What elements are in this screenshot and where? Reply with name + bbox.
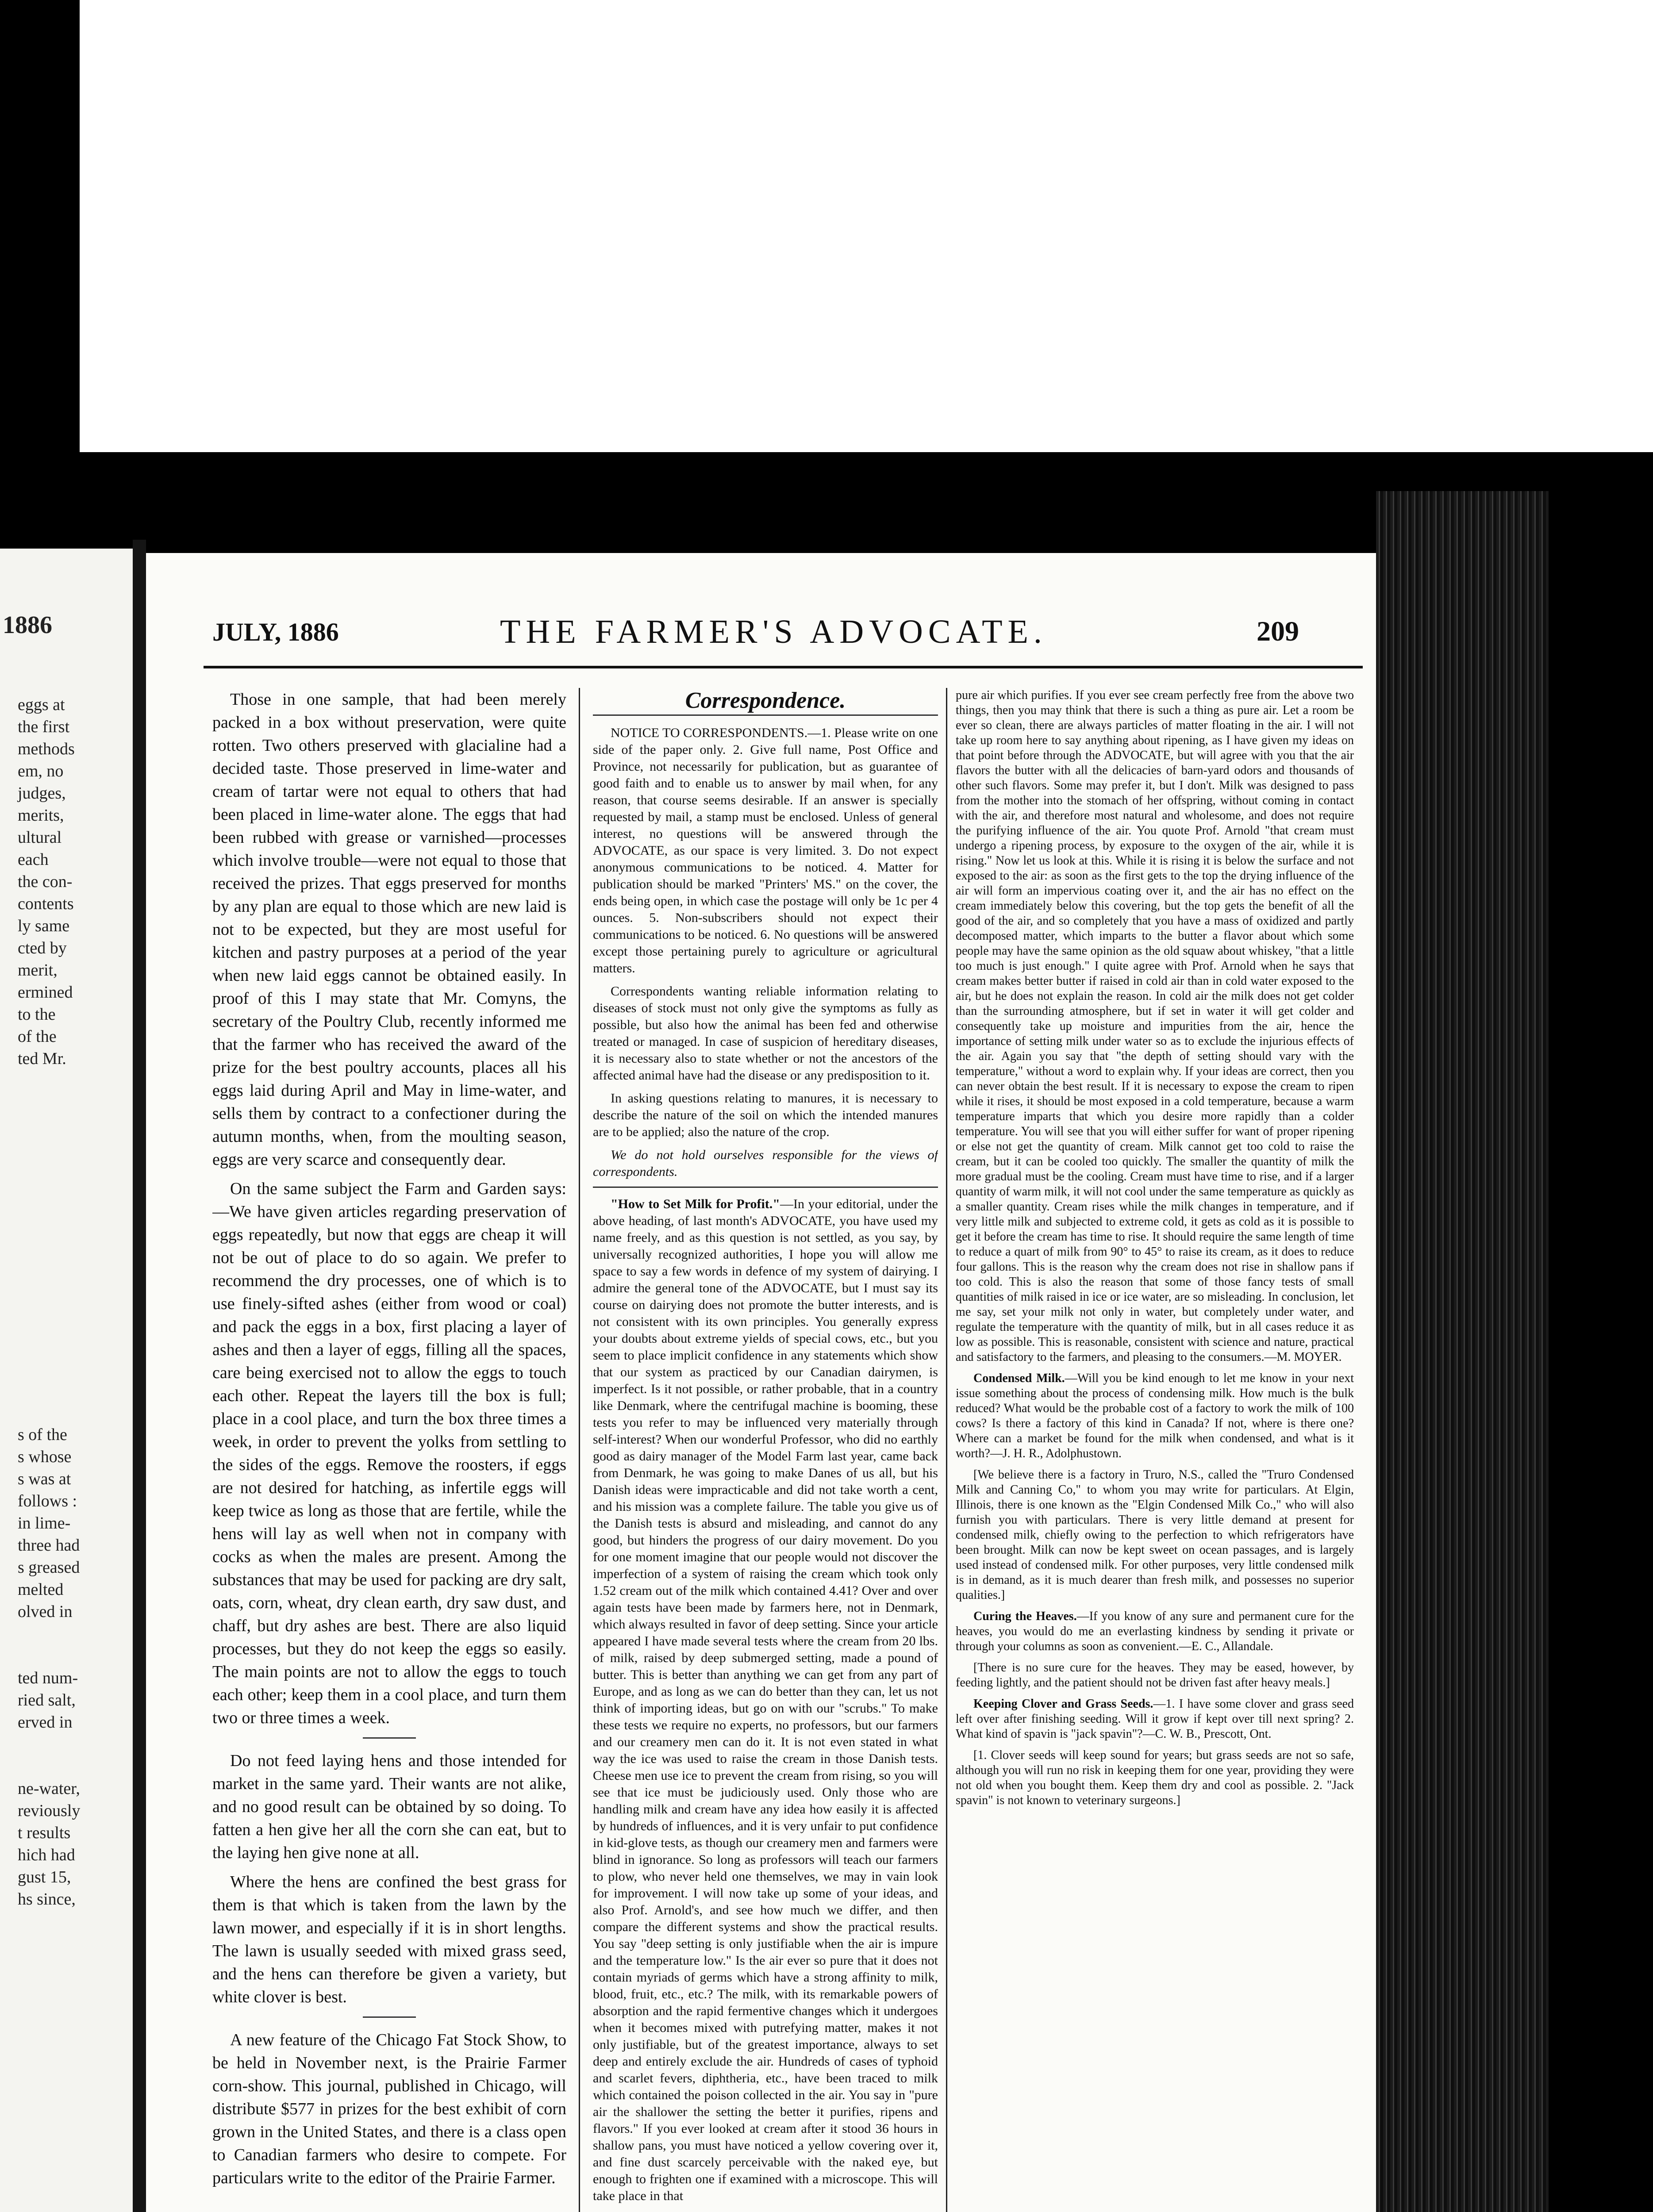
letter-condensed-milk xyxy=(956,1371,1354,1461)
left-page-fragment-line: merits, xyxy=(18,806,64,825)
letter-curing-heaves xyxy=(956,1609,1354,1654)
left-page-fragment-line: ted Mr. xyxy=(18,1049,66,1068)
publication-title: THE FARMER'S ADVOCATE. xyxy=(500,613,1047,650)
article-paragraph: On the same subject the Farm and Garden says:—We have given articles regarding preservation of eggs repeatedly, but now that eggs are cheap it will not be out of place to do so again. We prefer to recommend the dry processes, one of which is to use finely-sifted ashes (either from wood or coal) and pack the eggs in a box, first placing a layer of ashes and then a layer of eggs, filling all the spaces, care being exercised not to allow the eggs to touch each other. Repeat the layers till the box is full; place in a cool place, and turn the box three times a week, in order to prevent the yolks from settling to the sides of the eggs. Remove the roosters, if eggs are not desired for hatching, as infertile eggs will keep twice as long as those that are fertile, while the hens will lay as well when not in company with cocks as when the males are present. Among the substances that may be used for packing are dry salt, oats, corn, wheat, dry clean earth, dry saw dust, and chaff, but dry ashes are best. There are also liquid processes, but they do not keep the eggs so easily. The main points are not to allow the eggs to touch each other; keep them in a cool place, and turn them two or three times a week. xyxy=(212,1179,566,1727)
left-page-fragment-line: methods xyxy=(18,740,75,758)
left-page-fragment-line: contents xyxy=(18,895,74,913)
left-page-fragment-line: ultural xyxy=(18,828,62,847)
letter-clover-seeds xyxy=(956,1697,1354,1742)
letter-title: "How to Set Milk for Profit." xyxy=(611,1197,780,1211)
issue-date: JULY, 1886 xyxy=(212,618,339,646)
left-page-fragment-line: three had xyxy=(18,1536,80,1555)
note-paragraph: Correspondents wanting reliable information relating to diseases of stock must not only give the symptoms as fully as possible, but also how the animal has been fed and otherwise treated or managed. In case of suspicion of hereditary diseases, it is necessary also to state whether or not the ancestors of the affected animal have had the disease or any predisposition to it. xyxy=(593,984,938,1083)
note-paragraph: In asking questions relating to manures, it is necessary to describe the nature of the soil on which the intended manures are to be applied; also the nature of the crop. xyxy=(593,1091,938,1139)
scan-top-rule xyxy=(80,452,1653,458)
left-page-fragment-line: s was at xyxy=(18,1470,71,1488)
editor-answer: [There is no sure cure for the heaves. They may be eased, however, by feeding lightly, and the patient should not be driven fast after heavy meals.] xyxy=(956,1661,1354,1690)
left-page-fragment-line: olved in xyxy=(18,1602,73,1621)
article-paragraph: Those in one sample, that had been merely packed in a box without preservation, were quite rotten. Two others preserved with glacialine had a decided taste. Those preserved in lime-water and cream of tartar were not equal to others that had been placed in lime-water alone. The eggs that had been rubbed with grease or varnished—processes which involve trouble—were not equal to those that received the prizes. That eggs preserved for months by any plan are equal to those which are new laid is not to be expected, but they are most useful for kitchen and pastry purposes at a period of the year when new laid eggs cannot be obtained easily. In proof of this I may state that Mr. Comyns, the secretary of the Poultry Club, recently informed me that the farmer who has received the award of the prize for the best poultry accounts, places all his eggs laid during April and May in lime-water, and sells them by contract to a confectioner during the autumn months, when, from the moulting season, eggs are very scarce and consequently dear. xyxy=(212,690,566,1169)
correspondence-heading: Correspondence. xyxy=(593,692,938,716)
left-page-fragment-line: ermined xyxy=(18,983,73,1002)
left-page-fragment-line: hich had xyxy=(18,1846,75,1864)
editor-answer: [1. Clover seeds will keep sound for years; but grass seeds are not so safe, although you will run no risk in keeping them for one year, providing they were not old when you bought them. Keep them dry and cool as possible. 2. "Jack spavin" is not known to veterinary surgeons.] xyxy=(956,1748,1354,1807)
page-number: 209 xyxy=(1257,615,1299,647)
left-page-year: 1886 xyxy=(3,611,52,639)
scan-background-top xyxy=(80,0,1653,456)
section-divider xyxy=(593,1187,938,1188)
left-page-fragment-line: eggs at xyxy=(18,695,65,714)
left-page-fragment-line: ried salt, xyxy=(18,1691,76,1709)
article-paragraph: A new feature of the Chicago Fat Stock Show, to be held in November next, is the Prairie Farmer corn-show. This journal, published in Chicago, will distribute $577 in prizes for the best exhibit of corn grown in the United States, and there is a class open to Canadian farmers who desire to compete. For particulars write to the editor of the Prairie Farmer. xyxy=(212,2031,566,2187)
column-rule xyxy=(579,688,580,2212)
left-page-fragment-line: follows : xyxy=(18,1492,77,1510)
disclaimer: We do not hold ourselves responsible for the views of correspondents. xyxy=(593,1148,938,1179)
left-page-fragment-line: s whose xyxy=(18,1448,72,1466)
left-page-fragment xyxy=(0,549,133,2212)
left-page-fragment-line: of the xyxy=(18,1027,57,1046)
section-divider xyxy=(363,2016,416,2018)
left-page-fragment-line: ne-water, xyxy=(18,1779,80,1798)
left-page-fragment-line: merit, xyxy=(18,961,58,979)
book-gutter xyxy=(133,540,146,2212)
notice-to-correspondents: NOTICE TO CORRESPONDENTS.—1. Please write on one side of the paper only. 2. Give full name, Post Office and Province, not necessarily for publication, but as guarantee of good faith and to enable us to answer by mail when, for any reason, that course seems desirable. If an answer is specially requested by mail, a stamp must be enclosed. Unless of general interest, no questions will be answered through the ADVOCATE, as our space is very limited. 3. Do not expect anonymous communications to be noticed. 4. Matter for publication should be marked "Printers' MS." on the cover, the ends being open, in which case the postage will only be 1c per 4 ounces. 5. Non-subscribers should not expect their communications to be noticed. 6. No questions will be answered except those pertaining purely to agriculture or agricultural matters. xyxy=(593,726,938,975)
left-page-fragment-line: gust 15, xyxy=(18,1868,71,1886)
left-page-fragment-line: erved in xyxy=(18,1713,73,1732)
left-page-fragment-line: to the xyxy=(18,1005,56,1024)
left-page-fragment-line: reviously xyxy=(18,1801,81,1820)
masthead xyxy=(146,611,1376,655)
left-page-fragment-line: judges, xyxy=(18,784,66,803)
article-paragraph: Where the hens are confined the best grass for them is that which is taken from the lawn by the lawn mower, and especially if it is in short lengths. The lawn is usually seeded with mixed grass seed, and the hens can therefore be given a variety, but white clover is best. xyxy=(212,1873,566,2006)
editor-answer: [We believe there is a factory in Truro, N.S., called the "Truro Condensed Milk and Canning Co," to whom you may write for particulars. At Elgin, Illinois, there is one known as the "Elgin Condensed Milk Co.," who will also furnish you with particulars. There is very little demand at present for condensed milk, chiefly owing to the perfection to which refrigerators have been brought. Milk can now be kept sweet on ocean passages, and is largely used instead of condensed milk. For other purposes, very little condensed milk is in demand, as it is much dearer than fresh milk, and possesses no superior qualities.] xyxy=(956,1468,1354,1602)
column-1 xyxy=(212,688,566,2196)
letter-how-to-set-milk xyxy=(593,1196,938,2204)
left-page-fragment-line: the con- xyxy=(18,872,73,891)
column-3 xyxy=(956,688,1354,1814)
newspaper-page xyxy=(146,553,1376,2212)
letter-body: —1. I have some clover and grass seed left over after finishing seeding. Will it grow if kept over till next spring? 2. What kind of spavin is "jack spavin"?—C. W. B., Prescott, Ont. xyxy=(956,1697,1354,1741)
letter-body: —In your editorial, under the above heading, of last month's ADVOCATE, you have used my name freely, and as this question is not settled, as you say, by universally recognized authorities, I hope you will allow me space to say a few words in defence of my system of dairying. I admire the general tone of the ADVOCATE, but I must say its course on dairying does not promote the butter interests, and is not consistent with its own principles. You generally express your doubts about extreme yields of special cows, etc., but you seem to place implicit confidence in any statements which show that our system as practiced by our Canadian dairymen, is imperfect. Is it not possible, or rather probable, that in a country like Denmark, where the centrifugal machine is booming, these tests you refer to may be influenced very materially through self-interest? When our wonderful Professor, who did no earthly good as dairy manager of the Model Farm last year, came back from Denmark, he was going to make Danes of us all, but his Danish ideas were impracticable and did not take worth a cent, and his mission was a complete failure. The table you give us of the Danish tests is absurd and misleading, and cannot do any good, but hinders the progress of our dairy movement. Do you for one moment imagine that our people would not discover the imperfection of a system of raising the cream which took only 1.52 cream out of the milk which contained 4.41? Over and over again tests have been made by farmers here, not in Denmark, which always resulted in favor of deep setting. Since your article appeared I have made several tests where the cream from 20 lbs. of milk, raised by deep submerged setting, made a pound of butter. This is better than anything we can get from any part of Europe, and as long as we can do better than they can, let us not think of importing ideas, but go on with our "scrubs." To make these tests we require no experts, no professors, but our farmers and our creamery men can do it. It is not even stated in what way the ice was used to raise the cream in those Danish tests. Cheese men use ice to prevent the cream from rising, so you will see that ice must be judiciously used. Only those who are handling milk and cream have any idea how easily it is affected by hundreds of influences, and it is very unfair to put confidence in kid-glove tests, as though our creamery men and farmers were blind in ignorance. So long as professors will teach our farmers to plow, who never held one themselves, we may in vain look for improvement. I will now take up some of your ideas, and also Prof. Arnold's, and see how much we differ, and then compare the different systems and show the practical results. You say "deep setting is only justifiable when the air is impure and the temperature low." Is the air ever so pure that it does not contain myriads of germs which have a strong affinity to milk, blood, fruit, etc., etc.? The milk, with its remarkable powers of absorption and the rapid fermentive changes which it undergoes when it becomes mixed with putrefying matter, makes it not only justifiable, but of the greatest importance, always to set deep and entirely exclude the air. Hundreds of cases of typhoid and scarlet fevers, diphtheria, etc., have been traced to milk which contained the poison collected in the air. You say in "pure air the shallower the setting the better it purifies, ripens and flavors." If you ever looked at cream after it stood 36 hours in shallow pans, you must have noticed a yellow covering over it, and fine dust scarcely perceivable with the naked eye, but enough to frighten one if examined with a microscope. This will take place in that xyxy=(593,1197,938,2203)
article-paragraph: Do not feed laying hens and those intended for market in the same yard. Their wants are not alike, and no good result can be obtained by so doing. To fatten a hen give her all the corn she can eat, but to the laying hen give none at all. xyxy=(212,1751,566,1862)
column-2 xyxy=(593,688,938,2211)
left-page-fragment-line: s greased xyxy=(18,1558,80,1577)
left-page-fragment-line: the first xyxy=(18,718,70,736)
left-page-fragment-line: in lime- xyxy=(18,1514,71,1532)
letter-continuation: pure air which purifies. If you ever see cream perfectly free from the above two things, then you may think that there is such a thing as pure air. Let a room be ever so clean, there are always particles of matter floating in the air. I will not take up room here to say anything about ripening, as I have given my ideas on that point before through the ADVOCATE, but will agree with you that the air flavors the butter with all the delicacies of barn-yard odors and thousands of other such flavors. Some may prefer it, but I don't. Milk was designed to pass from the mother into the stomach of her offspring, without coming in contact with the air, and therefore most natural and wholesome, and does not require the purifying influence of the air. You quote Prof. Arnold "that cream must undergo a ripening process, by exposure to the oxygen of the air, while it is rising." Now let us look at this. While it is rising it is below the surface and not exposed to the air: as soon as the first gets to the top the drying influence of the air will form an impervious coating over it, and the air has no effect on the cream immediately below this covering, but the top gets the benefit of all the good of the air, and so completely that you have a mass of oxidized and partly decomposed matter, which imparts to the butter a flavor about which some people may have the same opinion as the old squaw about whiskey, "that a little too much is just enough." I quite agree with Prof. Arnold when he says that cream makes better butter if raised in cold air than in cold water exposed to the air, but he does not explain the reason. In cold air the milk does not get colder than the surrounding atmosphere, but if set in water it will get colder and consequently take up moisture and impurities from the air, hence the importance of setting milk under water so as to exclude the injurious effects of the air. Again you say that "the depth of setting should vary with the temperature," without a word to explain why. If your ideas are correct, then you can never obtain the best result. If it is necessary to expose the cream to ripen while it rises, it should be most exposed in a cold temperature, because a warm temperature imparts that which you desire more rapidly than a colder temperature. You will see that you will either suffer for want of proper ripening or else not get the quantity of cream. Milk cannot get too cold to raise the cream, but it can be cooled too quickly. The smaller the quantity of milk the more gradual must be the cooling. Cream must have time to rise, and if a larger quantity of warm milk, it will not cool under the same temperature as quickly as a smaller quantity. Cream rises while the milk changes in temperature, and if very little milk and subjected to extreme cold, it gets as cold as it is possible to get it before the cream has time to rise. It should require the same length of time to reduce a quart of milk from 90° to 45° to raise its cream, as it does to reduce four gallons. This is the reason why the cream does not rise in shallow pans if too cold. This is also the reason that some of those fancy tests of small quantities of milk raised in ice or ice water, are so misleading. In conclusion, let me say, set your milk not only in water, but completely under water, and regulate the temperature with the quantity of milk, but in all cases reduce it as low as possible. This is reasonable, consistent with science and nature, practical and satisfactory to the farmers, and pleasing to the consumers.—M. MOYER. xyxy=(956,688,1354,1364)
left-page-fragment-line: t results xyxy=(18,1824,71,1842)
section-divider xyxy=(363,1737,416,1739)
left-page-fragment-line: em, no xyxy=(18,762,64,780)
letter-title: Curing the Heaves. xyxy=(973,1609,1077,1623)
left-page-fragment-line: melted xyxy=(18,1580,64,1599)
left-page-fragment-line: ly same xyxy=(18,917,70,935)
letter-title: Condensed Milk. xyxy=(973,1371,1065,1385)
left-page-fragment-line: ted num- xyxy=(18,1669,78,1687)
masthead-rule xyxy=(204,666,1363,668)
letter-body: —If you know of any sure and permanent cure for the heaves, you would do me an everlasting kindness by sending it private or through your columns as soon as convenient.—E. C., Allandale. xyxy=(956,1609,1354,1653)
book-page-edges xyxy=(1376,491,1549,2212)
column-rule xyxy=(946,688,947,2212)
left-page-fragment-line: cted by xyxy=(18,939,67,957)
left-page-fragment-line: each xyxy=(18,850,49,869)
letter-body: —Will you be kind enough to let me know in your next issue something about the process of condensing milk. How much is the bulk reduced? What would be the probable cost of a factory to work the milk of 100 cows? Is there a factory of this kind in Canada? If not, where is there one? Where can a market be found for the milk when condensed, and what is it worth?—J. H. R., Adolphustown. xyxy=(956,1371,1354,1460)
left-page-fragment-line: hs since, xyxy=(18,1890,76,1909)
left-page-fragment-line: s of the xyxy=(18,1425,67,1444)
letter-title: Keeping Clover and Grass Seeds. xyxy=(973,1697,1153,1711)
